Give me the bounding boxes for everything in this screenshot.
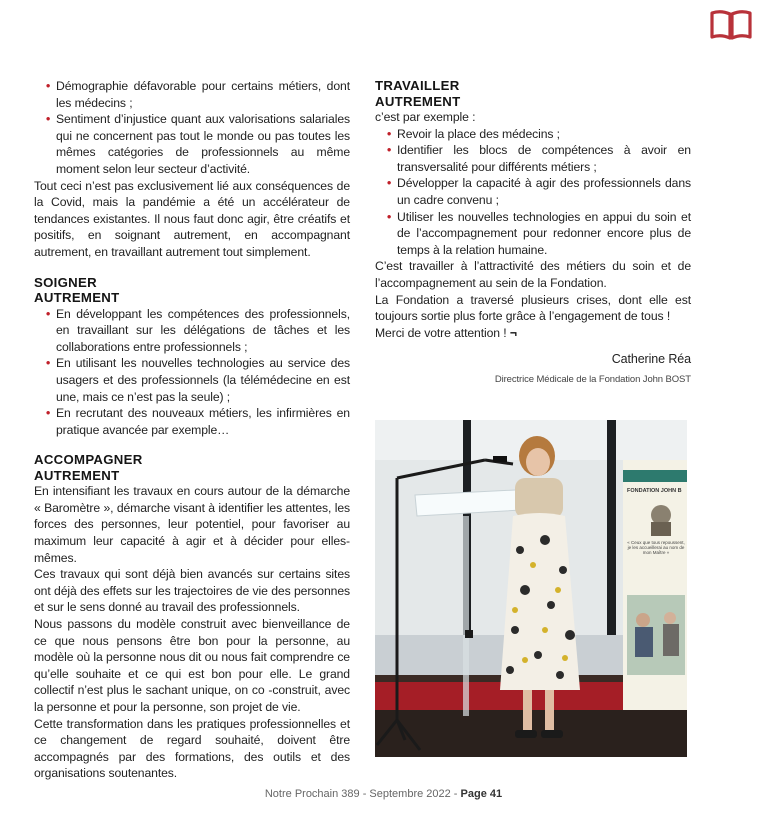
bullet-dot-icon: • (387, 176, 392, 191)
footer-text: Notre Prochain 389 - Septembre 2022 - (264, 788, 461, 800)
list-item: • Démographie défavorable pour certains métiers, dont les médecins ; (46, 79, 350, 110)
list-item: • Sentiment d’injustice quant aux valorisations salariales qui ne concernent pas tout le monde ou pas toutes les mêmes catégories de professionnels au même moment selon leur secteur d’activité. (46, 112, 350, 176)
list-item: • En développant les compétences des professionnels, en travaillant sur les délégations de tâches et les collaborations entre professionnels ; (46, 306, 350, 354)
bullet-dot-icon: • (387, 143, 392, 158)
bullet-dot-icon: • (46, 112, 51, 127)
end-mark: ¬ (509, 325, 517, 340)
page-number: Page 41 (460, 788, 503, 800)
banner-text: FONDATION JOHN B (627, 488, 682, 494)
signature-name: Catherine Réa (611, 352, 691, 367)
list-item: • Développer la capacité à agir des professionnels dans un cadre convenu ; (387, 176, 691, 207)
accompagner-paragraph: Cette transformation dans les pratiques professionnelles et ce changement de regard souhaité, doivent être accompagnés par des formations, des outils et des organisations soutenantes. (34, 716, 350, 781)
list-item: • Revoir la place des médecins ; (387, 126, 560, 141)
soigner-heading: SOIGNER AUTREMENT (34, 274, 120, 306)
list-item: • Identifier les blocs de compétences à avoir en transversalité pour différents métiers ; (387, 143, 691, 174)
signature-role: Directrice Médicale de la Fondation John BOST (494, 373, 691, 385)
list-item: • En recrutant des nouveaux métiers, les infirmières en pratique avancée par exemple… (46, 406, 350, 437)
page-footer (0, 788, 767, 800)
intro-bullet-list (34, 78, 350, 178)
speaker-photo-illustration (375, 420, 687, 757)
accompagner-paragraph: Ces travaux qui sont déjà bien avancés sur certains sites ont déjà des effets sur les trajectoires de vie des personnes et sur le sens donné au travail des professionnels. (34, 567, 350, 615)
closing-paragraph: C’est travailler à l’attractivité des métiers du soin et de l’accompagnement au sein de la Fondation. (375, 259, 691, 290)
thanks-line: Merci de votre attention ! ¬ (375, 325, 517, 340)
travailler-heading: TRAVAILLER AUTREMENT (375, 78, 461, 109)
travailler-lead: c’est par exemple : (375, 110, 476, 124)
accompagner-heading: ACCOMPAGNER AUTREMENT (34, 452, 143, 483)
bullet-dot-icon: • (46, 356, 51, 371)
book-icon (709, 8, 753, 42)
list-item: • En utilisant les nouvelles technologies au service des usagers et des professionnels (la télémédecine en est une, mais ce n’est pas la seule) ; (46, 356, 350, 404)
list-item: • Utiliser les nouvelles technologies en appui du soin et de l’accompagnement pour redonner encore plus de temps à la relation humaine. (387, 209, 691, 257)
intro-paragraph: Tout ceci n’est pas exclusivement lié aux conséquences de la Covid, mais la pandémie a été un accélérateur de tendances existantes. Il nous faut donc agir, être créatifs et positifs, en soignant autrement, en accompagnant autrement, en travaillant autrement tout simplement. (34, 178, 350, 259)
bullet-dot-icon: • (46, 406, 51, 421)
soigner-bullet-list (34, 306, 350, 439)
bullet-dot-icon: • (46, 79, 51, 93)
left-column (34, 78, 350, 782)
travailler-bullet-list (375, 126, 691, 259)
bullet-dot-icon: • (46, 306, 51, 321)
speaker-photo (375, 420, 687, 757)
closing-paragraph: La Fondation a traversé plusieurs crises, dont elle est toujours sortie plus forte grâce à l’engagement de tous ! (375, 292, 691, 324)
accompagner-paragraph: En intensifiant les travaux en cours autour de la démarche « Baromètre », démarche visant à identifier les attentes, les forces des personnes, leur potentiel, pour favoriser au maximum leur capacité à agir et à décider pour elles-mêmes. (34, 484, 350, 565)
banner-quote: « Ceux que tous repoussent, je les accueillerai au nom de mon Maître » (627, 540, 685, 555)
bullet-dot-icon: • (387, 209, 392, 224)
bullet-dot-icon: • (387, 126, 392, 141)
right-column (375, 78, 691, 389)
accompagner-paragraph: Nous passons du modèle construit avec bienveillance de ce que nous pensons être bon pour la personne, au modèle où la personne nous dit ou nous fait comprendre ce qu’elle souhaite et ce qui est bon pour elle. Le grand collectif n’est plus le sachant unique, on co -construit, avec la personne et pour la personne, son projet de vie. (34, 617, 350, 714)
